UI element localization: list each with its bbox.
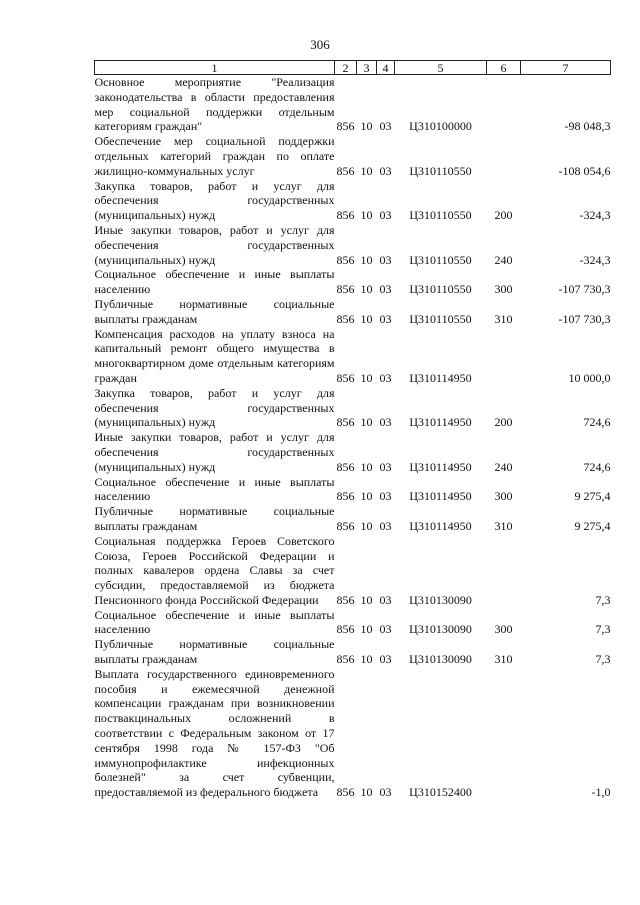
row-target-article: Ц310114950	[409, 459, 472, 474]
row-ministry-code: 856	[336, 592, 355, 607]
row-section-code: 10	[360, 622, 373, 637]
row-ministry-code: 856	[336, 370, 355, 385]
row-target-article: Ц310130090	[409, 622, 472, 637]
row-expense-type	[487, 75, 521, 135]
row-subsection-code: 03	[379, 208, 392, 223]
table-row	[95, 386, 611, 430]
row-subsection-code: 03	[379, 119, 392, 134]
row-expense-type: 310	[494, 652, 513, 667]
row-amount: 10 000,0	[568, 370, 611, 385]
row-ministry-code: 856	[336, 119, 355, 134]
row-description: Компенсация расходов на уплату взноса на капитальный ремонт общего имущества в многоквартирном доме отдельным категориям граждан	[94, 326, 335, 385]
row-section-code: 10	[360, 163, 373, 178]
table-row	[95, 667, 611, 800]
row-ministry-code: 856	[336, 785, 355, 800]
row-subsection-code: 03	[379, 370, 392, 385]
row-description: Закупка товаров, работ и услуг для обеспечения государственных (муниципальных) нужд	[94, 385, 335, 430]
row-section-code: 10	[360, 119, 373, 134]
row-subsection-code: 03	[379, 282, 392, 297]
row-description: Публичные нормативные социальные выплаты гражданам	[94, 637, 335, 667]
row-ministry-code: 856	[336, 489, 355, 504]
row-subsection-code: 03	[379, 518, 392, 533]
row-expense-type: 310	[494, 518, 513, 533]
row-subsection-code: 03	[379, 622, 392, 637]
row-amount: -1,0	[591, 785, 611, 800]
row-ministry-code: 856	[336, 518, 355, 533]
row-ministry-code: 856	[336, 415, 355, 430]
column-header-5: 5	[395, 61, 487, 75]
row-expense-type: 200	[494, 208, 513, 223]
row-amount: -108 054,6	[558, 163, 611, 178]
table-row	[95, 504, 611, 534]
row-amount: -107 730,3	[558, 311, 611, 326]
row-description: Публичные нормативные социальные выплаты гражданам	[94, 296, 335, 326]
row-target-article: Ц310114950	[409, 489, 472, 504]
row-expense-type	[487, 534, 521, 608]
row-ministry-code: 856	[336, 163, 355, 178]
row-target-article: Ц310110550	[409, 208, 472, 223]
row-description: Социальная поддержка Героев Советского Союза, Героев Российской Федерации и полных кавалеров ордена Славы за счет субсидии, предоставляемой из бюджета Пенсионного фонда Российской Федерации	[94, 533, 335, 607]
row-amount: 9 275,4	[574, 489, 611, 504]
row-expense-type: 200	[494, 415, 513, 430]
row-amount: -98 048,3	[564, 119, 611, 134]
row-amount: -324,3	[579, 208, 611, 223]
row-description: Иные закупки товаров, работ и услуг для обеспечения государственных (муниципальных) нужд	[94, 222, 335, 267]
row-subsection-code: 03	[379, 652, 392, 667]
table-row	[95, 637, 611, 667]
column-header-2: 2	[335, 61, 357, 75]
row-amount: 9 275,4	[574, 518, 611, 533]
row-description: Основное мероприятие "Реализация законодательства в области предоставления мер социальной поддержки отдельным категориям граждан"	[94, 75, 335, 134]
row-target-article: Ц310130090	[409, 652, 472, 667]
row-ministry-code: 856	[336, 252, 355, 267]
row-amount: -107 730,3	[558, 282, 611, 297]
row-ministry-code: 856	[336, 208, 355, 223]
table-row	[95, 608, 611, 638]
row-target-article: Ц310100000	[409, 119, 472, 134]
row-expense-type: 300	[494, 622, 513, 637]
row-ministry-code: 856	[336, 652, 355, 667]
row-description: Выплата государственного единовременного пособия и ежемесячной денежной компенсации гражданам при возникновении поствакцинальных осложнений в соответствии с Федеральным законом от 17 сентября 1998 года № 157-ФЗ "Об иммунопрофилактике инфекционных болезней" за счет субвенции, предоставляемой из федерального бюджета	[94, 666, 335, 800]
table-row	[95, 179, 611, 223]
table-row	[95, 297, 611, 327]
row-section-code: 10	[360, 592, 373, 607]
row-subsection-code: 03	[379, 252, 392, 267]
row-subsection-code: 03	[379, 459, 392, 474]
row-section-code: 10	[360, 370, 373, 385]
row-expense-type: 240	[494, 252, 513, 267]
row-target-article: Ц310114950	[409, 518, 472, 533]
row-description: Социальное обеспечение и иные выплаты населению	[94, 267, 335, 297]
row-section-code: 10	[360, 311, 373, 326]
row-expense-type	[487, 327, 521, 386]
row-amount: -324,3	[579, 252, 611, 267]
column-header-7: 7	[521, 61, 611, 75]
column-header-4: 4	[377, 61, 395, 75]
row-subsection-code: 03	[379, 785, 392, 800]
column-header-6: 6	[487, 61, 521, 75]
row-subsection-code: 03	[379, 415, 392, 430]
row-section-code: 10	[360, 208, 373, 223]
row-expense-type: 240	[494, 459, 513, 474]
row-section-code: 10	[360, 652, 373, 667]
row-expense-type	[487, 134, 521, 178]
table-row	[95, 430, 611, 474]
row-subsection-code: 03	[379, 163, 392, 178]
row-ministry-code: 856	[336, 459, 355, 474]
row-target-article: Ц310110550	[409, 311, 472, 326]
row-expense-type: 310	[494, 311, 513, 326]
table-row	[95, 475, 611, 505]
row-amount: 7,3	[595, 592, 611, 607]
row-subsection-code: 03	[379, 489, 392, 504]
row-target-article: Ц310130090	[409, 592, 472, 607]
row-description: Закупка товаров, работ и услуг для обеспечения государственных (муниципальных) нужд	[94, 178, 335, 223]
table-row	[95, 267, 611, 297]
row-amount: 724,6	[583, 459, 611, 474]
table-row	[95, 534, 611, 608]
budget-table	[94, 60, 611, 800]
table-body	[95, 75, 611, 801]
row-subsection-code: 03	[379, 592, 392, 607]
row-ministry-code: 856	[336, 282, 355, 297]
row-expense-type: 300	[494, 489, 513, 504]
row-target-article: Ц310110550	[409, 252, 472, 267]
row-description: Социальное обеспечение и иные выплаты населению	[94, 474, 335, 504]
table-row	[95, 223, 611, 267]
row-section-code: 10	[360, 282, 373, 297]
row-amount: 724,6	[583, 415, 611, 430]
row-target-article: Ц310152400	[409, 785, 472, 800]
table-row	[95, 134, 611, 178]
row-description: Обеспечение мер социальной поддержки отдельных категорий граждан по оплате жилищно-коммунальных услуг	[94, 134, 335, 178]
row-ministry-code: 856	[336, 622, 355, 637]
row-description: Публичные нормативные социальные выплаты гражданам	[94, 504, 335, 533]
column-header-1: 1	[95, 61, 335, 75]
row-target-article: Ц310114950	[409, 370, 472, 385]
table-header-row	[95, 61, 611, 75]
row-subsection-code: 03	[379, 311, 392, 326]
row-amount: 7,3	[595, 652, 611, 667]
row-expense-type: 300	[494, 282, 513, 297]
row-section-code: 10	[360, 518, 373, 533]
row-expense-type	[487, 667, 521, 800]
row-ministry-code: 856	[336, 311, 355, 326]
row-target-article: Ц310110550	[409, 163, 472, 178]
row-section-code: 10	[360, 785, 373, 800]
column-header-3: 3	[357, 61, 377, 75]
row-section-code: 10	[360, 252, 373, 267]
table-row	[95, 327, 611, 386]
row-amount: 7,3	[595, 622, 611, 637]
row-target-article: Ц310110550	[409, 282, 472, 297]
row-section-code: 10	[360, 459, 373, 474]
row-target-article: Ц310114950	[409, 415, 472, 430]
row-section-code: 10	[360, 489, 373, 504]
page-number: 306	[310, 37, 330, 52]
row-description: Иные закупки товаров, работ и услуг для обеспечения государственных (муниципальных) нужд	[94, 430, 335, 474]
row-section-code: 10	[360, 415, 373, 430]
row-description: Социальное обеспечение и иные выплаты населению	[94, 607, 335, 637]
table-row	[95, 75, 611, 135]
